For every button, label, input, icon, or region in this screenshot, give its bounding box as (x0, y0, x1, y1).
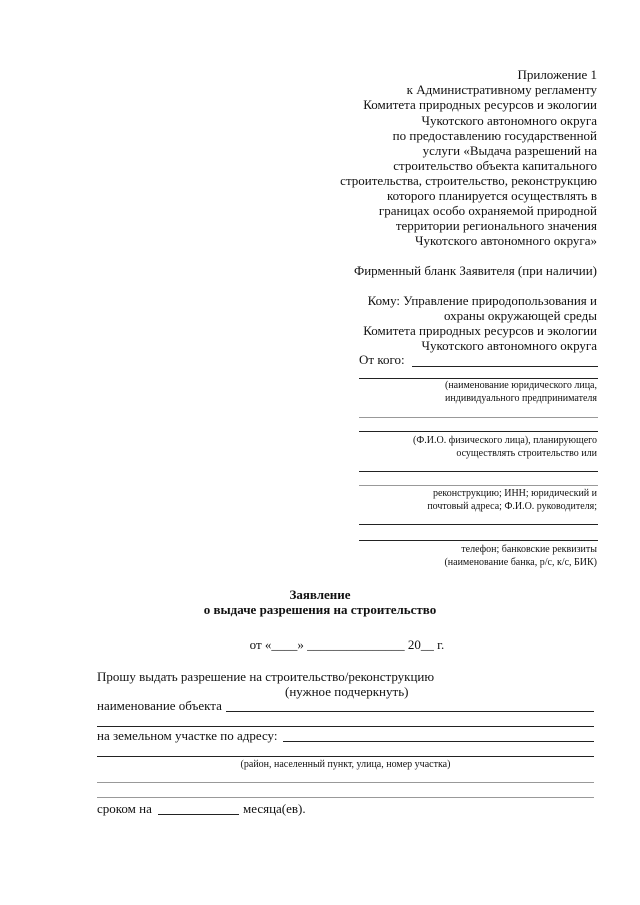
appendix-line-7: строительство объекта капитального (393, 158, 597, 173)
applicant-line-6[interactable] (359, 524, 598, 525)
applicant-line-4[interactable] (359, 471, 598, 472)
applicant-hint-4: осуществлять строительство или (456, 448, 597, 459)
request-hint: (нужное подчеркнуть) (285, 684, 409, 699)
appendix-line-12: Чукотского автономного округа» (415, 233, 597, 248)
appendix-line-5: по предоставлению государственной (392, 128, 597, 143)
address-input-line-3[interactable] (97, 782, 594, 783)
letterhead-note: Фирменный бланк Заявителя (при наличии) (353, 263, 597, 278)
recipient-line-4: Чукотского автономного округа (421, 338, 597, 353)
applicant-hint-8: (наименование банка, р/с, к/с, БИК) (444, 557, 597, 568)
recipient-line-2: охраны окружающей среды (443, 308, 597, 323)
document-subtitle: о выдаче разрешения на строительство (203, 602, 437, 617)
applicant-line-7[interactable] (359, 540, 598, 541)
appendix-line-10: границах особо охраняемой природной (378, 203, 597, 218)
appendix-line-2: к Административному регламенту (406, 82, 597, 97)
from-input-line[interactable] (412, 366, 598, 367)
address-hint: (район, населенный пункт, улица, номер участка) (240, 759, 451, 770)
appendix-line-9: которого планируется осуществлять в (386, 188, 597, 203)
request-text: Прошу выдать разрешение на строительство/реконструкцию (97, 669, 435, 684)
applicant-line-5[interactable] (359, 485, 598, 486)
recipient-line-3: Комитета природных ресурсов и экологии (363, 323, 597, 338)
applicant-line-2[interactable] (359, 417, 598, 418)
address-label: на земельном участке по адресу: (97, 728, 278, 743)
applicant-hint-7: телефон; банковские реквизиты (461, 544, 597, 555)
appendix-line-3: Комитета природных ресурсов и экологии (363, 97, 597, 112)
applicant-hint-1: (наименование юридического лица, (444, 380, 597, 391)
appendix-line-1: Приложение 1 (517, 67, 597, 82)
appendix-line-8: строительства, строительство, реконструкцию (340, 173, 597, 188)
appendix-line-4: Чукотского автономного округа (421, 113, 597, 128)
recipient-line-1: Кому: Управление природопользования и (367, 293, 597, 308)
applicant-hint-6: почтовый адреса; Ф.И.О. руководителя; (427, 501, 597, 512)
term-suffix: месяца(ев). (243, 801, 306, 816)
applicant-hint-2: индивидуального предпринимателя (445, 393, 597, 404)
object-input-line-2[interactable] (97, 726, 594, 727)
appendix-line-11: территории регионального значения (395, 218, 597, 233)
term-input-line[interactable] (158, 814, 239, 815)
document-title: Заявление (289, 587, 351, 602)
applicant-line-3[interactable] (359, 431, 598, 432)
object-label: наименование объекта (97, 698, 222, 713)
address-input-line[interactable] (283, 741, 594, 742)
term-prefix: сроком на (97, 801, 152, 816)
applicant-hint-5: реконструкцию; ИНН; юридический и (432, 488, 597, 499)
address-input-line-2[interactable] (97, 756, 594, 757)
object-input-line[interactable] (226, 711, 594, 712)
address-input-line-4[interactable] (97, 797, 594, 798)
from-label: От кого: (359, 352, 405, 367)
applicant-hint-3: (Ф.И.О. физического лица), планирующего (413, 435, 597, 446)
date-line[interactable]: от «____» _______________ 20__ г. (249, 637, 445, 652)
appendix-line-6: услуги «Выдача разрешений на (422, 143, 597, 158)
